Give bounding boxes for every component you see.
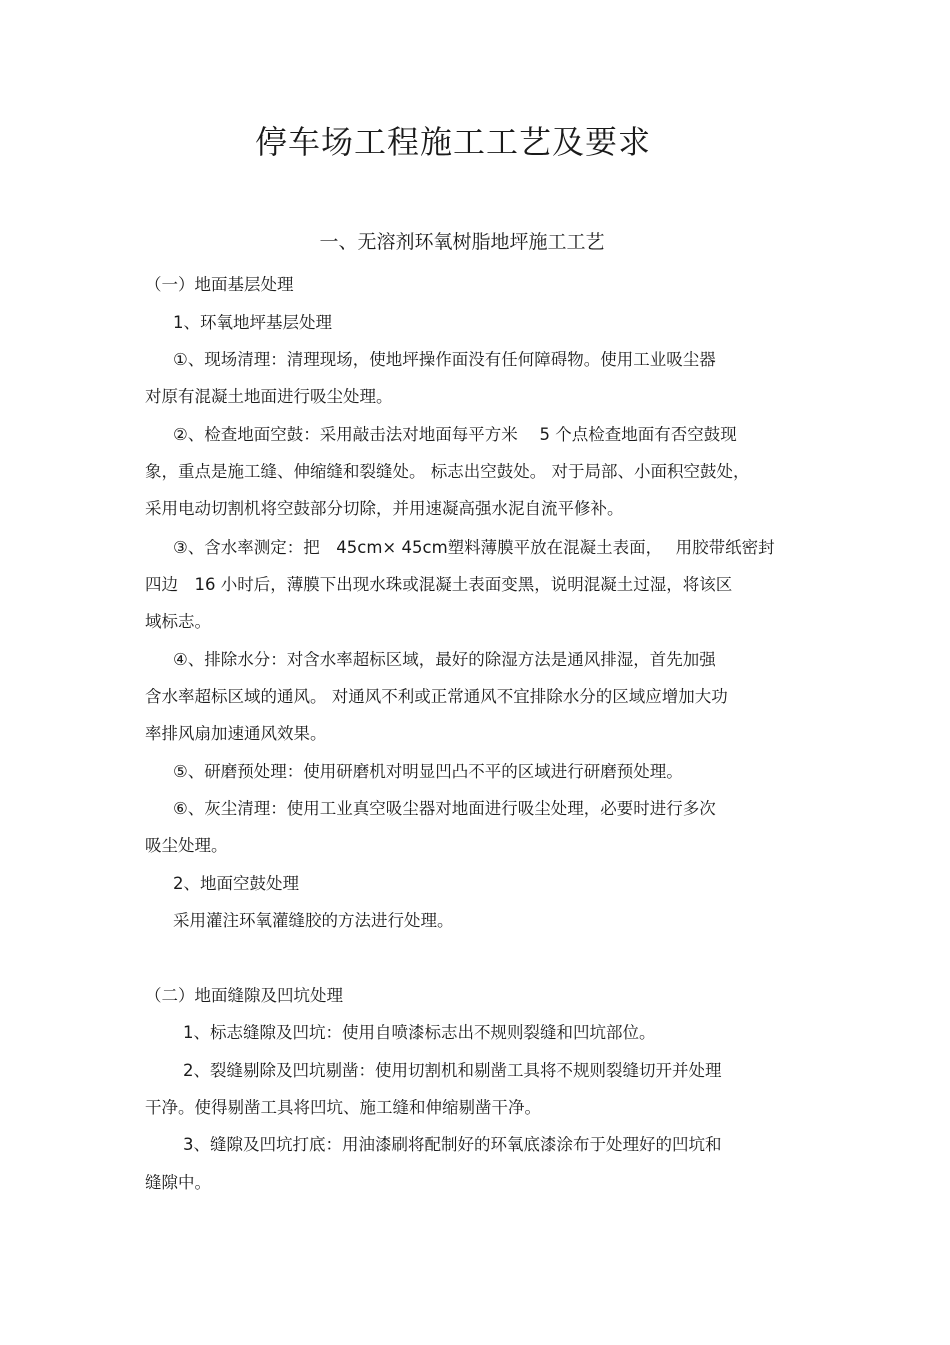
subsection-heading: （一）地面基层处理 (145, 275, 294, 294)
paragraph-line: 率排风扇加速通风效果。 (145, 724, 327, 743)
paragraph-line: 吸尘处理。 (145, 836, 228, 855)
section-title: 一、无溶剂环氧树脂地坪施工工艺 (319, 231, 605, 253)
subsection-heading: （二）地面缝隙及凹坑处理 (145, 986, 343, 1005)
paragraph-line: 域标志。 (145, 612, 211, 631)
paragraph-line: ⑤、研磨预处理：使用研磨机对明显凹凸不平的区域进行研磨预处理。 (173, 762, 683, 781)
document-title: 停车场工程施工工艺及要求 (254, 123, 651, 161)
paragraph-line: ①、现场清理：清理现场，使地坪操作面没有任何障碍物。使用工业吸尘器 (173, 350, 716, 369)
paragraph-line: ④、排除水分：对含水率超标区域，最好的除湿方法是通风排湿，首先加强 (173, 650, 716, 669)
paragraph-line: 四边 16 小时后，薄膜下出现水珠或混凝土表面变黑，说明混凝土过湿，将该区 (145, 575, 733, 594)
paragraph-line: 对原有混凝土地面进行吸尘处理。 (145, 387, 393, 406)
paragraph-line: 含水率超标区域的通风。 对通风不利或正常通风不宜排除水分的区域应增加大功 (145, 687, 728, 706)
paragraph-line: ③、含水率测定：把 45cm× 45cm塑料薄膜平放在混凝土表面， 用胶带纸密封 (173, 538, 775, 557)
paragraph-line: 缝隙中。 (145, 1173, 211, 1192)
paragraph-line: 象，重点是施工缝、伸缩缝和裂缝处。 标志出空鼓处。 对于局部、小面积空鼓处， (145, 462, 750, 481)
item-heading: 2、地面空鼓处理 (173, 874, 299, 893)
item-heading: 1、环氧地坪基层处理 (173, 313, 332, 332)
paragraph-line: 采用灌注环氧灌缝胶的方法进行处理。 (173, 911, 454, 930)
paragraph-line: 1、标志缝隙及凹坑：使用自喷漆标志出不规则裂缝和凹坑部位。 (183, 1023, 656, 1042)
paragraph-line: ②、检查地面空鼓：采用敲击法对地面每平方米 5 个点检查地面有否空鼓现 (173, 425, 737, 444)
paragraph-line: 干净。使得剔凿工具将凹坑、施工缝和伸缩剔凿干净。 (145, 1098, 541, 1117)
paragraph-line: 3、缝隙及凹坑打底：用油漆刷将配制好的环氧底漆涂布于处理好的凹坑和 (183, 1135, 722, 1154)
paragraph-line: ⑥、灰尘清理：使用工业真空吸尘器对地面进行吸尘处理，必要时进行多次 (173, 799, 716, 818)
paragraph-line: 2、裂缝剔除及凹坑剔凿：使用切割机和剔凿工具将不规则裂缝切开并处理 (183, 1061, 722, 1080)
paragraph-line: 采用电动切割机将空鼓部分切除，并用速凝高强水泥自流平修补。 (145, 499, 624, 518)
